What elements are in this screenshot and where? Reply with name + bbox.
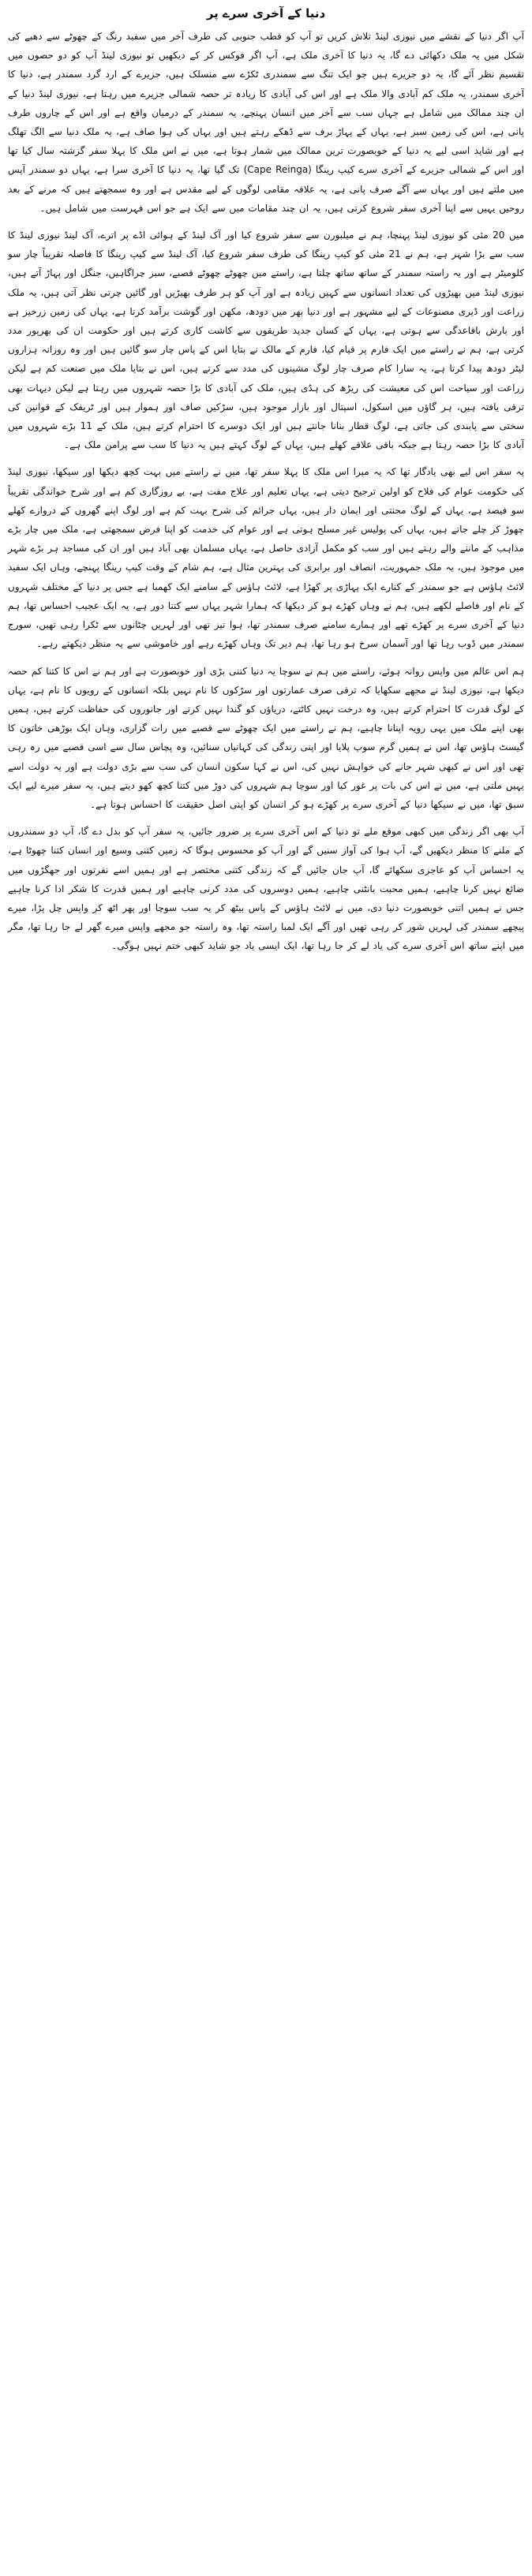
article [8, 0, 524, 964]
article-paragraph: میں 20 مئی کو نیوزی لینڈ پہنچا، ہم نے میلبورن سے سفر شروع کیا اور آک لینڈ کے ہوائی اڈے پر اترے، آک لینڈ نیوزی لینڈ کا سب سے بڑا شہر ہے، ہم نے 21 مئی کو کیپ رینگا کی طرف سفر شروع کیا، آک لینڈ سے کیپ رینگا کا فاصلہ تقریباً چار سو کلومیٹر ہے اور یہ راستہ سمندر کے ساتھ ساتھ چلتا ہے، راستے میں چھوٹے چھوٹے قصبے، سبز چراگاہیں، جنگل اور پہاڑ آتے ہیں، نیوزی لینڈ میں بھیڑوں کی تعداد انسانوں سے کہیں زیادہ ہے اور آپ کو ہر طرف بھیڑیں اور گائیں چرتی نظر آتی ہیں، یہ ملک زراعت اور ڈیری مصنوعات کے لیے مشہور ہے اور دنیا بھر میں دودھ، مکھن اور گوشت برآمد کرتا ہے، یہاں کی زمین زرخیز ہے اور بارش باقاعدگی سے ہوتی ہے، یہاں کے کسان جدید طریقوں سے کاشت کاری کرتے ہیں اور حکومت ان کی بھرپور مدد کرتی ہے، ہم نے راستے میں ایک فارم پر قیام کیا، فارم کے مالک نے بتایا اس کے پاس چار سو گائیں ہیں اور وہ روزانہ ہزاروں لیٹر دودھ پیدا کرتا ہے، یہ سارا کام صرف چار لوگ مشینوں کی مدد سے کرتے ہیں، اس نے بتایا ملک میں صنعت کم ہے لیکن زراعت اور سیاحت اس کی معیشت کی ریڑھ کی ہڈی ہیں، ملک کی آبادی کا بڑا حصہ شہروں میں رہتا ہے لیکن دیہات بھی ترقی یافتہ ہیں، ہر گاؤں میں اسکول، اسپتال اور بازار موجود ہیں، سڑکیں صاف اور ہموار ہیں اور ٹریفک کے قوانین کی سختی سے پابندی کی جاتی ہے، لوگ قطار بنانا جانتے ہیں اور ایک دوسرے کا احترام کرتے ہیں، ملک کے 11 بڑے شہروں میں آبادی کا بڑا حصہ رہتا ہے جبکہ باقی علاقے کھلے ہیں، یہاں کے لوگ کہتے ہیں یہ دنیا کا سب سے پرامن ملک ہے۔ [8, 230, 525, 451]
article-title: دنیا کے آخری سرے پر [206, 6, 326, 21]
article-paragraph: ہم اس عالم میں واپس روانہ ہوئے، راستے میں ہم نے سوچا یہ دنیا کتنی بڑی اور خوبصورت ہے اور ہم نے اس کا کتنا کم حصہ دیکھا ہے، نیوزی لینڈ نے مجھے سکھایا کہ ترقی صرف عمارتوں اور سڑکوں کا نام نہیں بلکہ انسانوں کے رویوں کا نام ہے، یہاں کے لوگ قدرت کا احترام کرتے ہیں، وہ درخت نہیں کاٹتے، دریاؤں کو گندا نہیں کرتے اور جانوروں کی حفاظت کرتے ہیں، ہمیں بھی اپنے ملک میں یہی رویہ اپنانا چاہیے، ہم نے راستے میں ایک چھوٹے سے قصبے میں رات گزاری، وہاں ایک بوڑھی خاتون کا گیسٹ ہاؤس تھا، اس نے ہمیں گرم سوپ پلایا اور اپنی زندگی کی کہانیاں سنائیں، وہ پچاس سال سے اسی قصبے میں رہ رہی تھی اور اس نے کبھی شہر جانے کی خواہش نہیں کی، اس نے کہا سکون انسان کی سب سے بڑی دولت ہے اور یہ دولت اسے یہیں ملتی ہے، میں نے اس کی بات پر غور کیا اور سوچا ہم شہروں کی دوڑ میں کتنا کچھ کھو دیتے ہیں، یہ سفر میرے لیے ایک سبق تھا، میں نے سیکھا دنیا کے آخری سرے پر کھڑے ہو کر انسان کو اپنی اصل حقیقت کا احساس ہوتا ہے۔ [8, 665, 524, 810]
article-paragraph: یہ سفر اس لیے بھی یادگار تھا کہ یہ میرا اس ملک کا پہلا سفر تھا، میں نے راستے میں بہت کچھ دیکھا اور سیکھا، نیوزی لینڈ کی حکومت عوام کی فلاح کو اولین ترجیح دیتی ہے، یہاں تعلیم اور علاج مفت ہے، بے روزگاری کم ہے اور شرح خواندگی تقریباً سو فیصد ہے، یہاں کے لوگ محنتی اور ایمان دار ہیں، یہاں جرائم کی شرح بہت کم ہے اور لوگ اپنے گھروں کے دروازے کھلے چھوڑ کر چلے جاتے ہیں، یہاں کی پولیس غیر مسلح ہوتی ہے اور عوام کی خدمت کو اپنا فرض سمجھتی ہے، ملک میں چار بڑے مذاہب کے ماننے والے رہتے ہیں اور سب کو مکمل آزادی حاصل ہے، یہاں مسلمان بھی آباد ہیں اور ان کی مساجد ہر بڑے شہر میں موجود ہیں، یہ ملک جمہوریت، انصاف اور برابری کی بہترین مثال ہے، ہم شام کے وقت کیپ رینگا پہنچے، وہاں ایک سفید لائٹ ہاؤس ہے جو سمندر کے کنارے ایک پہاڑی پر کھڑا ہے، لائٹ ہاؤس کے سامنے ایک کھمبا ہے جس پر دنیا کے مختلف شہروں کے نام اور فاصلے لکھے ہیں، ہم نے وہاں کھڑے ہو کر دیکھا کہ ہمارا شہر یہاں سے کتنا دور ہے، یہ ایک عجیب احساس تھا، ہم دنیا کے آخری سرے پر کھڑے تھے اور ہمارے سامنے صرف سمندر تھا، ہوا تیز تھی اور لہریں چٹانوں سے ٹکرا رہی تھیں، سورج سمندر میں ڈوب رہا تھا اور آسمان سرخ ہو رہا تھا، ہم دیر تک وہاں کھڑے رہے اور خاموشی سے یہ منظر دیکھتے رہے۔ [8, 466, 525, 650]
article-paragraph: آپ اگر دنیا کے نقشے میں نیوزی لینڈ تلاش کریں تو آپ کو قطب جنوبی کی طرف آخر میں سفید رنگ کے چھوٹے سے دھبے کی شکل میں یہ ملک دکھائی دے گا، یہ دنیا کا آخری ملک ہے، آپ اگر فوکس کر کے دیکھیں تو نیوزی لینڈ آپ کو دو حصوں میں تقسیم نظر آئے گا، یہ دو جزیرے ہیں جو ایک تنگ سے سمندری ٹکڑے سے منسلک ہیں، جزیرے کے ارد گرد سمندر ہے، دنیا کا آخری سمندر، یہ ملک کم آبادی والا ملک ہے اور اس کی آبادی کا زیادہ تر حصہ شمالی جزیرے میں رہتا ہے، نیوزی لینڈ دنیا کے ان چند ممالک میں شامل ہے جہاں سب سے آخر میں انسان پہنچے، یہ سمندر کے درمیان واقع ہے اور اس کے چاروں طرف پانی ہے، اس کی زمین سبز ہے، یہاں کے پہاڑ برف سے ڈھکے رہتے ہیں اور یہاں کی ہوا صاف ہے، یہ ملک دنیا سے الگ تھلگ ہے اور شاید اسی لیے یہ دنیا کے خوبصورت ترین ممالک میں شمار ہوتا ہے، میں نے اس ملک کا پہلا سفر گزشتہ سال کیا تھا اور اس کے شمالی جزیرے کے آخری سرے کیپ رینگا (Cape Reinga) تک گیا تھا، یہ دنیا کا آخری سرا ہے، یہاں دو سمندر آپس میں ملتے ہیں اور یہاں سے آگے صرف پانی ہے، یہ علاقہ مقامی لوگوں کے لیے مقدس ہے اور وہ سمجھتے ہیں کہ مرنے کے بعد روحیں یہیں سے اپنا آخری سفر شروع کرتی ہیں، یہ ان چند مقامات میں سے ایک ہے جو اس فہرست میں شامل ہیں۔ [8, 31, 525, 214]
article-paragraph: آپ بھی اگر زندگی میں کبھی موقع ملے تو دنیا کے اس آخری سرے پر ضرور جائیں، یہ سفر آپ کو بدل دے گا، آپ دو سمندروں کے ملنے کا منظر دیکھیں گے، آپ ہوا کی آواز سنیں گے اور آپ کو محسوس ہوگا کہ زمین کتنی وسیع اور انسان کتنا چھوٹا ہے، یہ احساس آپ کو عاجزی سکھائے گا، آپ جان جائیں گے کہ زندگی کتنی مختصر ہے اور ہمیں اسے نفرتوں اور جھگڑوں میں ضائع نہیں کرنا چاہیے، ہمیں محبت بانٹنی چاہیے، ہمیں دوسروں کی مدد کرنی چاہیے اور ہمیں قدرت کا شکر ادا کرنا چاہیے جس نے ہمیں اتنی خوبصورت دنیا دی، میں نے لائٹ ہاؤس کے پاس بیٹھ کر یہ سب سوچا اور پھر اٹھ کر واپس چل پڑا، میرے پیچھے سمندر کی لہریں شور کر رہی تھیں اور آگے ایک لمبا راستہ تھا، وہ راستہ جو مجھے واپس میرے گھر لے جا رہا تھا، مگر میں اپنے ساتھ اس آخری سرے کی یاد لے کر جا رہا تھا، ایک ایسی یاد جو شاید کبھی ختم نہیں ہوگی۔ [8, 826, 524, 952]
